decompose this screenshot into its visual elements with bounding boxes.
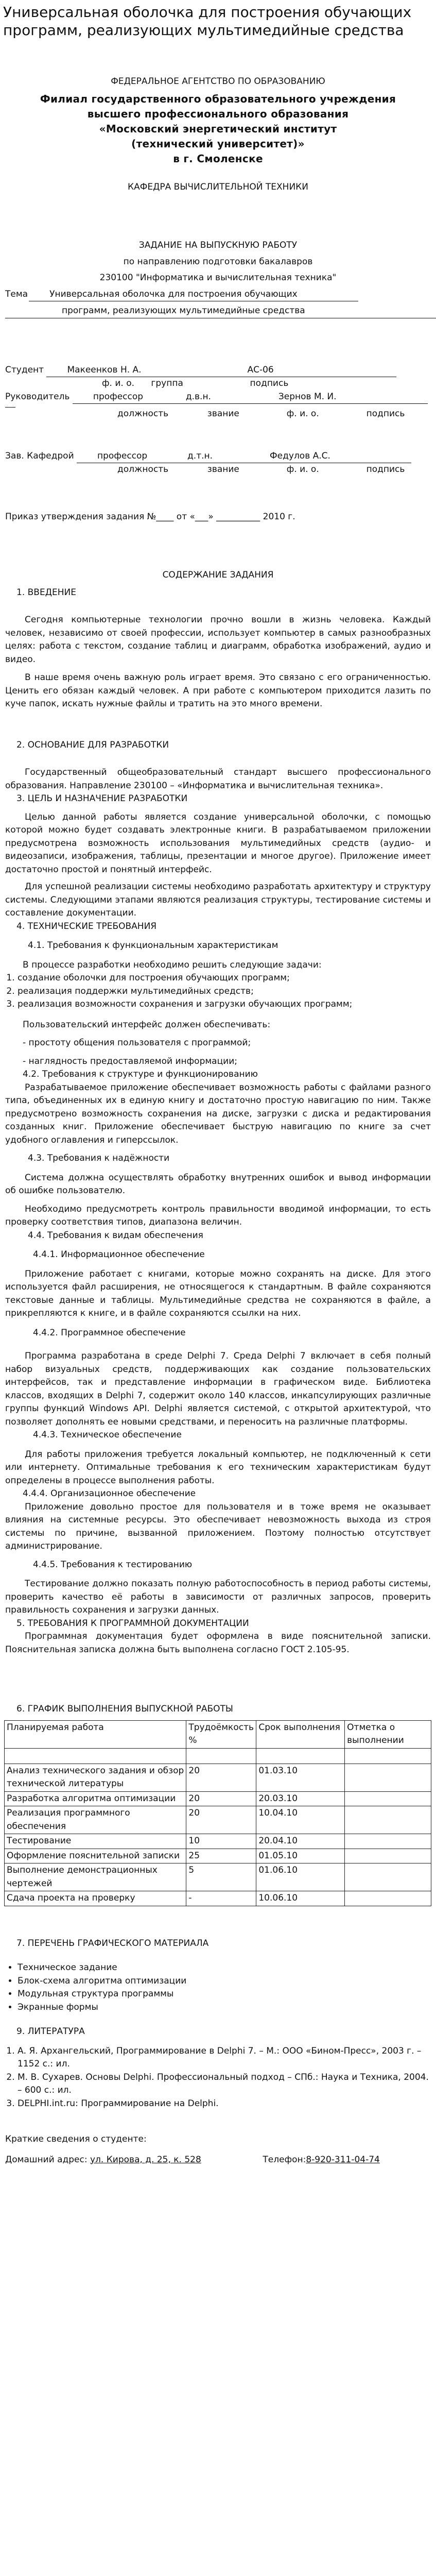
software-paragraph: Программа разработана в среде Delphi 7. Среда Delphi 7 включает в себя полный набор визуальных средств, поддерживающих как создание пользовательских интерфейсов, так и представление информации в графическом виде. Библиотека классов, входящих в Delphi 7, содержит около 140 классов, инкапсулирующих различные группы функций Windows API. Delphi является системой, с открытой архитектурой, что позволяет дополнять ее новыми средствами, и переносить на различные платформы.: [5, 1351, 431, 1427]
column-header: Срок выполнения: [256, 1720, 345, 1748]
table-cell: 20: [186, 1806, 256, 1834]
table-cell: [345, 1863, 431, 1891]
table-cell: Реализация программного обеспечения: [5, 1806, 186, 1834]
head-degree: д.т.н.: [187, 450, 213, 461]
table-cell: 20: [186, 1764, 256, 1791]
student-brief: Краткие сведения о студенте:: [5, 2134, 147, 2144]
goal-paragraph-2: Для успешной реализации системы необходимо разработать архитектуру и структуру системы. Следующими этапами являются реализация структуры, тестирование системы и составление документации.: [5, 882, 431, 918]
tasks-intro: В процессе разработки необходимо решить следующие задачи:: [23, 959, 322, 970]
subsection-4-4-2: 4.4.2. Программное обеспечение: [33, 1327, 186, 1338]
section-heading-graphics: 7. ПЕРЕЧЕНЬ ГРАФИЧЕСКОГО МАТЕРИАЛА: [16, 1938, 209, 1948]
table-row: [5, 1764, 431, 1791]
column-header: Планируемая работа: [5, 1720, 186, 1748]
phone-value: 8-920-311-04-74: [306, 2154, 380, 2165]
table-cell: [345, 1891, 431, 1906]
testing-paragraph: Тестирование должно показать полную работоспособность в период работы системы, проверить качество её работы в зависимости от различных запросов, проверить правильность сохранения и загрузки данных.: [5, 1579, 431, 1615]
student-line: [5, 364, 431, 378]
column-header: Трудоёмкость %: [186, 1720, 256, 1748]
list-item: • Экранные формы: [18, 2001, 431, 2014]
topic-line-2: [5, 304, 431, 318]
head-label: Зав. Кафедрой: [5, 450, 74, 461]
supervisor-fill: [73, 391, 428, 404]
subsection-4-4: 4.4. Требования к видам обеспечения: [28, 1230, 203, 1241]
reliability-paragraph-2: Необходимо предусмотреть контроль правильности вводимой информации, то есть проверку соответствия типов, диапазона величин.: [5, 1204, 431, 1227]
table-cell: Сдача проекта на проверку: [5, 1891, 186, 1906]
column-header: Отметка о выполнении: [345, 1720, 431, 1748]
order-line: Приказ утверждения задания №____ от «___» __________ 2010 г.: [5, 511, 295, 522]
section-heading-basis: 2. ОСНОВАНИЕ ДЛЯ РАЗРАБОТКИ: [16, 739, 169, 750]
student-group: АС-06: [247, 364, 274, 375]
department-line: КАФЕДРА ВЫЧИСЛИТЕЛЬНОЙ ТЕХНИКИ: [128, 181, 308, 192]
table-row: [5, 1806, 431, 1834]
contents-heading: СОДЕРЖАНИЕ ЗАДАНИЯ: [162, 570, 274, 580]
subsection-4-2: 4.2. Требования к структуре и функционированию: [23, 1069, 258, 1079]
table-cell: 10: [186, 1834, 256, 1849]
address-value: ул. Кирова, д. 25, к. 528: [90, 2154, 201, 2165]
small-rule: [5, 404, 15, 408]
list-item: 1. А. Я. Архангельский, Программирование в Delphi 7. – М.: ООО «Бином-Пресс», 2003 г. – 1152 с.: ил.: [18, 2045, 431, 2071]
student-fill: [46, 364, 396, 378]
table-cell: 10.06.10: [256, 1891, 345, 1906]
supervisor-name: Зернов М. И.: [278, 391, 337, 402]
table-cell: Анализ технического задания и обзор технической литературы: [5, 1764, 186, 1791]
list-item: 2. М. В. Сухарев. Основы Delphi. Профессиональный подход – СПб.: Наука и Техника, 2004. – 600 с.: ил.: [18, 2071, 431, 2097]
table-spacer-row: [5, 1748, 431, 1764]
table-row: [5, 1891, 431, 1906]
supervisor-caption: должность звание ф. и. о. подпись: [117, 409, 405, 419]
table-cell: 10.04.10: [256, 1806, 345, 1834]
student-name: Макеенков Н. А.: [67, 364, 142, 375]
supervisor-line: [5, 391, 431, 404]
list-item: • Техническое задание: [18, 1961, 431, 1975]
table-cell: [345, 1764, 431, 1791]
branch-line: высшего профессионального образования: [87, 107, 349, 120]
info-support-paragraph: Приложение работает с книгами, которые можно сохранять на диске. Для этого используется файл расширения, не относящегося к стандартным. В файле сохраняются текстовые данные и таблицы. Мультимедийные средства не сохраняются в файле, а прикрепляются к книге, и в файле сохраняются ссылки на них.: [5, 1268, 431, 1318]
list-item: 2. реализация поддержки мультимедийных средств;: [18, 985, 431, 998]
topic-value: Универсальная оболочка для построения обучающих: [29, 288, 358, 302]
student-label: Студент: [5, 364, 44, 375]
branch-line: (технический университет)»: [131, 137, 305, 150]
head-name: Федулов А.С.: [270, 450, 330, 461]
list-item: 1. создание оболочки для построения обучающих программ;: [18, 972, 431, 985]
list-item: 3. реализация возможности сохранения и загрузки обучающих программ;: [18, 998, 431, 1011]
branch-block: [5, 92, 431, 166]
table-cell: -: [186, 1891, 256, 1906]
ui-item: - наглядность предоставляемой информации;: [23, 1056, 237, 1066]
head-title: профессор: [97, 450, 148, 461]
agency-line: ФЕДЕРАЛЬНОЕ АГЕНТСТВО ПО ОБРАЗОВАНИЮ: [111, 76, 325, 87]
section-heading-schedule: 6. ГРАФИК ВЫПОЛНЕНИЯ ВЫПУСКНОЙ РАБОТЫ: [16, 1704, 233, 1714]
table-cell: [345, 1806, 431, 1834]
ui-intro: Пользовательский интерфейс должен обеспечивать:: [23, 1019, 271, 1030]
list-item: • Модульная структура программы: [18, 1988, 431, 2001]
table-cell: Оформление пояснительной записки: [5, 1849, 186, 1863]
graphics-list: [5, 1961, 431, 2014]
subsection-4-4-1: 4.4.1. Информационное обеспечение: [33, 1249, 205, 1260]
table-cell: 20: [186, 1791, 256, 1806]
table-header-row: [5, 1720, 431, 1748]
table-cell: 25: [186, 1849, 256, 1863]
branch-line: в г. Смоленске: [173, 152, 263, 165]
subsection-4-4-3: 4.4.3. Техническое обеспечение: [33, 1430, 182, 1440]
head-line: [5, 450, 431, 464]
subsection-4-3: 4.3. Требования к надёжности: [28, 1153, 170, 1163]
topic-line: [5, 288, 431, 302]
head-fill: [77, 450, 411, 464]
topic-label: Тема: [5, 289, 28, 299]
table-cell: 01.05.10: [256, 1849, 345, 1863]
direction-code: 230100 "Информатика и вычислительная техника": [99, 273, 337, 283]
head-caption: должность звание ф. и. о. подпись: [117, 464, 405, 474]
topic-value-2: программ, реализующих мультимедийные средства: [5, 304, 436, 318]
tasks-list: [5, 972, 431, 1011]
list-item: • Блок-схема алгоритма оптимизации: [18, 1975, 431, 1988]
organizational-paragraph: Приложение довольно простое для пользователя и в тоже время не оказывает влияния на системные ресурсы. Это обеспечивает невозможность выхода из строя системы по причине, вызванной приложением. Поэтому полностью отсутствует администрирование.: [5, 1501, 431, 1551]
ui-item: - простоту общения пользователя с программой;: [23, 1038, 251, 1048]
table-cell: 20.03.10: [256, 1791, 345, 1806]
branch-line: «Московский энергетический институт: [99, 122, 337, 135]
goal-paragraph-1: Целью данной работы является создание универсальной оболочки, с помощью которой можно будет создавать электронные книги. В разрабатываемом приложении предусмотрена возможность использования мультимедийных средств (аудио- и видеозаписи, изображения, таблицы, презентации и многое другое). Приложение имеет достаточно простой и понятный интерфейс.: [5, 811, 431, 875]
section-heading-docs: 5. ТРЕБОВАНИЯ К ПРОГРАММНОЙ ДОКУМЕНТАЦИИ: [16, 1618, 249, 1629]
student-caption: ф. и. о. группа подпись: [102, 378, 289, 388]
reliability-paragraph-1: Система должна осуществлять обработку внутренних ошибок и вывод информации об ошибке пользователю.: [5, 1172, 431, 1196]
table-row: [5, 1791, 431, 1806]
subsection-4-1: 4.1. Требования к функциональным характеристикам: [28, 940, 278, 951]
table-cell: [345, 1791, 431, 1806]
supervisor-degree: д.в.н.: [185, 391, 211, 402]
table-row: [5, 1863, 431, 1891]
intro-paragraph-1: Сегодня компьютерные технологии прочно вошли в жизнь человека. Каждый человек, независимо от своей профессии, использует компьютер в самых разнообразных целях: работа с текстом, создание таблиц и диаграмм, обработка изображений, аудио и видео.: [5, 615, 431, 665]
supervisor-title: профессор: [93, 391, 144, 402]
list-item: 3. DELPHI.int.ru: Программирование на Delphi.: [18, 2097, 431, 2111]
table-cell: Разработка алгоритма оптимизации: [5, 1791, 186, 1806]
assignment-heading: ЗАДАНИЕ НА ВЫПУСКНУЮ РАБОТУ: [138, 240, 298, 250]
table-cell: Тестирование: [5, 1834, 186, 1849]
table-cell: [345, 1849, 431, 1863]
section-heading-intro: 1. ВВЕДЕНИЕ: [16, 587, 76, 598]
schedule-table: [4, 1720, 431, 1906]
supervisor-label: Руководитель: [5, 391, 70, 402]
table-cell: [345, 1834, 431, 1849]
subsection-4-4-5: 4.4.5. Требования к тестированию: [33, 1559, 193, 1570]
docs-paragraph: Программная документация будет оформлена в виде пояснительной записки. Пояснительная записка должна быть выполнена согласно ГОСТ 2.105-95.: [5, 1631, 431, 1655]
branch-line: Филиал государственного образовательного учреждения: [40, 92, 396, 105]
direction-line: по направлению подготовки бакалавров: [123, 256, 313, 267]
literature-list: [5, 2045, 431, 2111]
phone-label: Телефон:: [263, 2154, 306, 2165]
document-title: Универсальная оболочка для построения обучающих программ, реализующих мультимедийные средства: [3, 4, 412, 39]
address-label: Домашний адрес:: [5, 2154, 88, 2165]
document-body: [0, 39, 436, 1720]
section-heading-requirements: 4. ТЕХНИЧЕСКИЕ ТРЕБОВАНИЯ: [16, 921, 157, 931]
table-cell: Выполнение демонстрационных чертежей: [5, 1863, 186, 1891]
table-row: [5, 1834, 431, 1849]
section-heading-goal: 3. ЦЕЛЬ И НАЗНАЧЕНИЕ РАЗРАБОТКИ: [16, 793, 188, 804]
table-cell: 5: [186, 1863, 256, 1891]
table-cell: 20.04.10: [256, 1834, 345, 1849]
table-cell: 01.06.10: [256, 1863, 345, 1891]
intro-paragraph-2: В наше время очень важную роль играет время. Это связано с его ограниченностью. Ценить его обязан каждый человек. А при работе с компьютером приходится лазить по куче папок, искать нужные файлы и тратить на это много времени.: [5, 672, 431, 709]
table-cell: 01.03.10: [256, 1764, 345, 1791]
structure-paragraph: Разрабатываемое приложение обеспечивает возможность работы с файлами разного типа, объединенных их в единую книгу и достаточно простую навигацию по ним. Также предусмотрено возможность сохранения на диске, загрузки с диска и редактирования созданных книг. Приложение обеспечивает быструю навигацию по книге за счет удобного оглавления и гиперссылок.: [5, 1082, 431, 1145]
document-tail: [0, 1906, 436, 2167]
contact-line: [5, 2154, 431, 2167]
section-heading-literature: 9. ЛИТЕРАТУРА: [16, 2026, 85, 2037]
table-row: [5, 1849, 431, 1863]
basis-paragraph: Государственный общеобразовательный стандарт высшего профессионального образования. Направление 230100 – «Информатика и вычислительная техника».: [5, 767, 431, 791]
hardware-paragraph: Для работы приложения требуется локальный компьютер, не подключенный к сети или интернету. Оптимальные требования к его техническим характеристикам будут определены в процессе выполнения работы.: [5, 1449, 431, 1486]
subsection-4-4-4: 4.4.4. Организационное обеспечение: [23, 1488, 196, 1499]
